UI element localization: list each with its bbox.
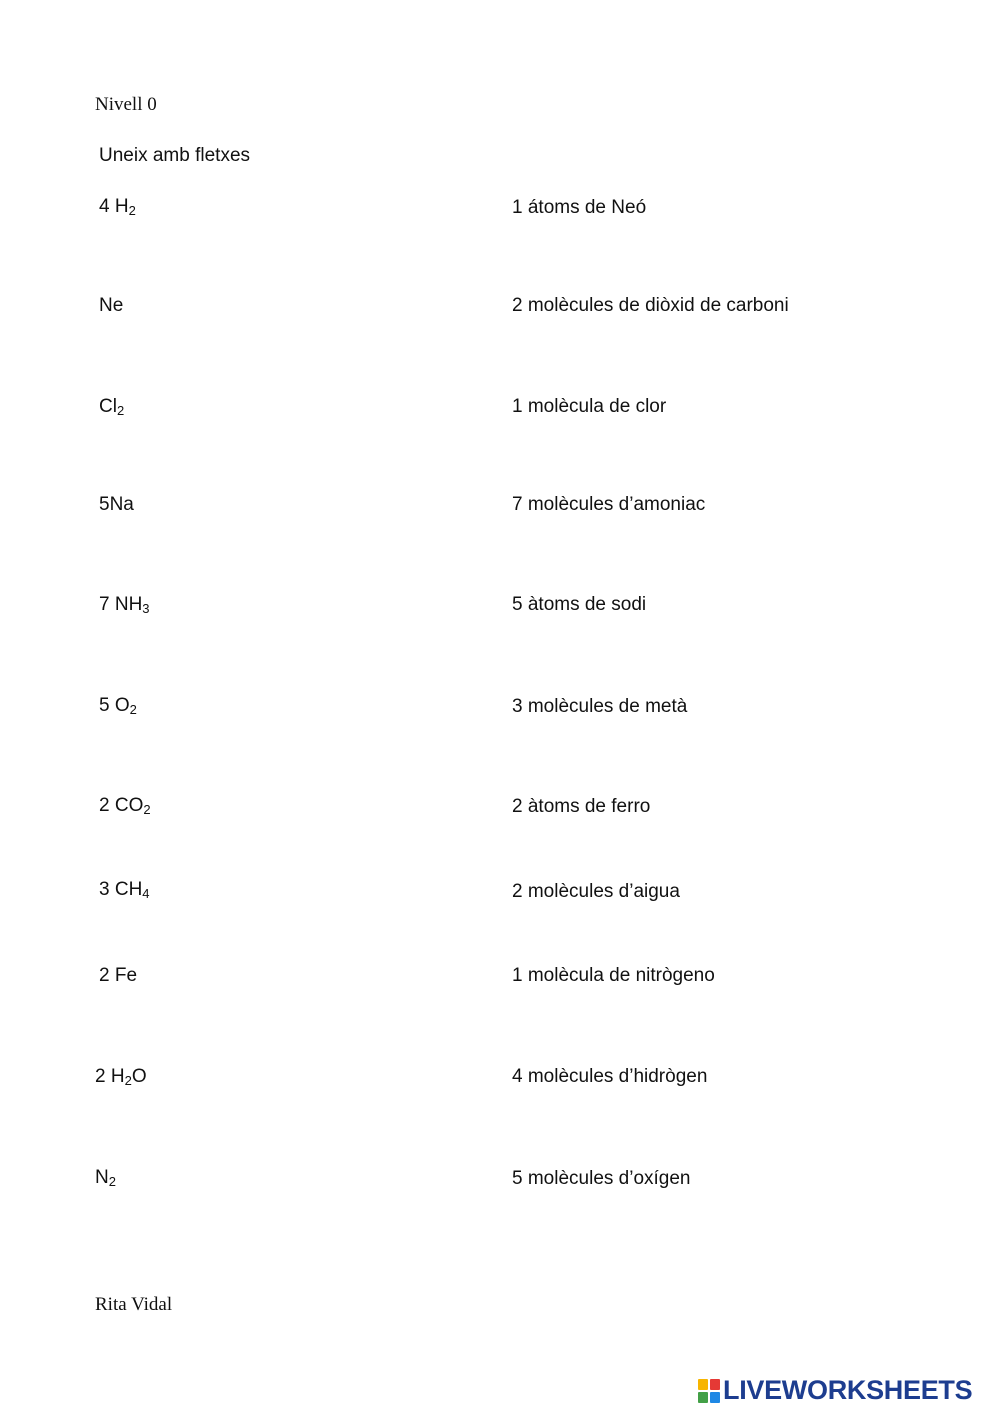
formula-suffix: O [131,1066,147,1087]
formula-subscript: 4 [142,886,150,901]
formula-main: 5Na [99,494,134,515]
formula-main: 4 H [99,196,129,217]
logo-square-yellow [698,1379,708,1390]
formula-main: Cl [99,396,117,417]
formula-item [99,396,124,418]
formula-item [99,295,123,317]
author-name: Rita Vidal [95,1294,173,1315]
description-item: 2 àtoms de ferro [512,796,651,817]
formula-main: 5 O [99,695,130,716]
liveworksheets-icon [698,1379,720,1403]
formula-item [99,695,137,717]
description-item: 1 átoms de Neó [512,197,647,218]
formula-subscript: 3 [142,601,150,616]
logo-square-blue [710,1392,720,1403]
formula-subscript: 2 [108,1174,116,1189]
logo-square-green [698,1392,708,1403]
description-item: 2 molècules de diòxid de carboni [512,295,789,316]
description-item: 2 molècules d’aigua [512,881,680,902]
logo-square-red [710,1379,720,1390]
description-item: 7 molècules d’amoniac [512,494,706,515]
formula-item [95,1167,116,1189]
liveworksheets-logo [698,1377,972,1404]
formula-main: 3 CH [99,879,143,900]
formula-main: 2 Fe [99,965,138,986]
formula-main: 2 H [95,1066,125,1087]
formula-item [99,494,134,516]
formula-item [99,965,137,987]
description-item: 5 molècules d’oxígen [512,1168,691,1189]
formula-subscript: 2 [124,1073,132,1088]
formula-item [99,795,151,817]
formula-main: N [95,1167,109,1188]
formula-subscript: 2 [116,403,125,418]
description-item: 3 molècules de metà [512,696,688,717]
liveworksheets-wordmark: LIVEWORKSHEETS [723,1375,973,1405]
formula-subscript: 2 [128,203,136,218]
formula-item [99,594,150,616]
description-item: 5 àtoms de sodi [512,594,647,615]
formula-item [99,879,150,901]
description-item: 1 molècula de clor [512,396,667,417]
formula-main: 7 NH [99,594,143,615]
instruction-text: Uneix amb fletxes [99,145,251,166]
description-item: 1 molècula de nitrògeno [512,965,715,986]
formula-subscript: 2 [143,802,151,817]
formula-main: Ne [99,295,124,316]
formula-main: 2 CO [99,795,144,816]
formula-subscript: 2 [129,702,137,717]
formula-item [99,196,136,218]
formula-item [95,1066,147,1088]
description-item: 4 molècules d’hidrògen [512,1066,708,1087]
level-title: Nivell 0 [95,94,157,115]
